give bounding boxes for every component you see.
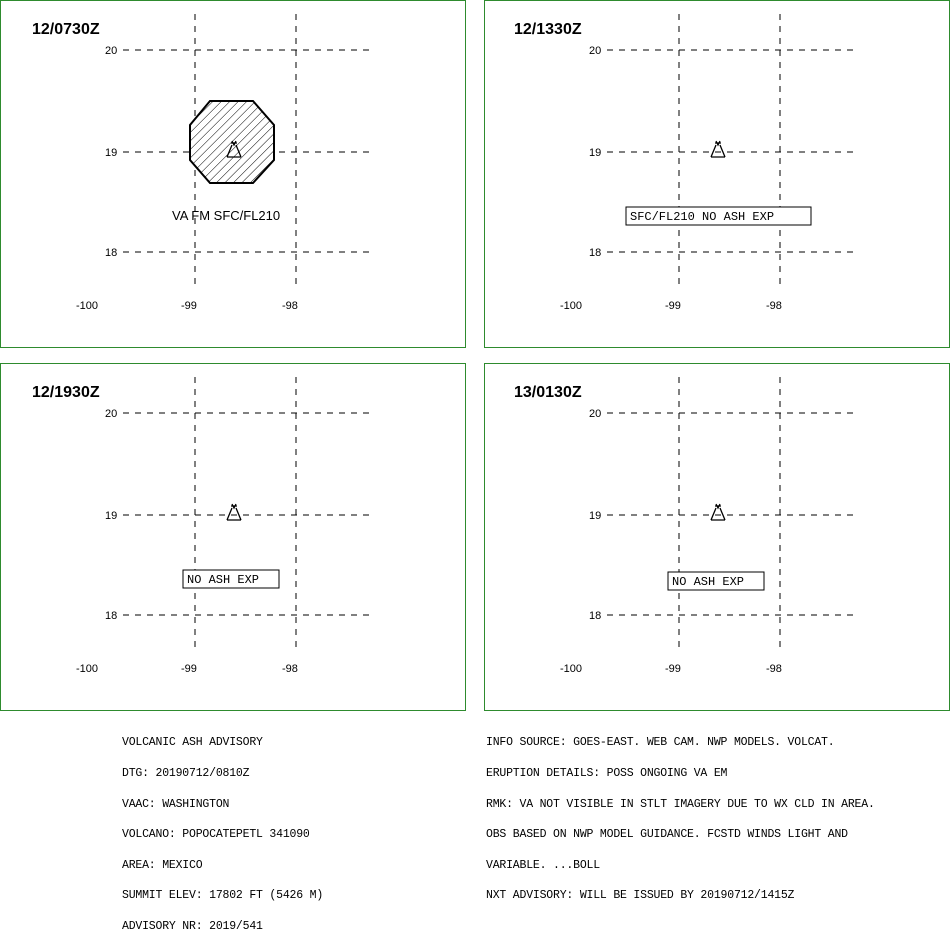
forecast-panel-1 [0, 0, 465, 348]
lat-label-19: 19 [105, 510, 118, 522]
advisory-line: NXT ADVISORY: WILL BE ISSUED BY 20190712/1415Z [486, 889, 795, 903]
advisory-line: SUMMIT ELEV: 17802 FT (5426 M) [122, 889, 324, 903]
advisory-line: OBS BASED ON NWP MODEL GUIDANCE. FCSTD WINDS LIGHT AND [486, 828, 848, 842]
lon-label-minus99: -99 [665, 300, 681, 312]
advisory-line: ERUPTION DETAILS: POSS ONGOING VA EM [486, 767, 728, 780]
advisory-line: INFO SOURCE: GOES-EAST. WEB CAM. NWP MODELS. VOLCAT. [486, 736, 835, 750]
volcano-symbol-icon [227, 504, 241, 520]
no-ash-label: SFC/FL210 NO ASH EXP [630, 210, 775, 224]
lon-label-minus98: -98 [282, 300, 298, 312]
advisory-details-block [486, 718, 875, 912]
map-panel-1 [0, 0, 466, 349]
lat-label-20: 20 [589, 408, 602, 420]
panel-time-label: 12/0730Z [32, 21, 100, 38]
panel-time-label: 12/1930Z [32, 384, 100, 401]
lat-label-19: 19 [589, 147, 602, 159]
lat-lon-grid [607, 14, 859, 290]
lat-lon-grid [607, 377, 859, 653]
lon-label-minus98: -98 [766, 663, 782, 675]
lat-label-19: 19 [589, 510, 602, 522]
forecast-panel-3 [0, 363, 465, 711]
lon-label-minus99: -99 [665, 663, 681, 675]
lat-label-18: 18 [589, 610, 602, 622]
lon-label-minus100: -100 [76, 663, 99, 675]
lon-label-minus99: -99 [181, 663, 197, 675]
volcano-symbol-icon [711, 141, 725, 157]
advisory-line: AREA: MEXICO [122, 858, 203, 872]
lat-label-19: 19 [105, 147, 118, 159]
lat-label-20: 20 [105, 45, 118, 57]
no-ash-label: NO ASH EXP [672, 575, 745, 589]
panel-time-label: 13/0130Z [514, 384, 582, 401]
forecast-panel-4 [484, 363, 949, 711]
advisory-line: VAAC: WASHINGTON [122, 797, 230, 811]
advisory-line: DTG: 20190712/0810Z [122, 767, 250, 780]
lon-label-minus100: -100 [560, 300, 583, 312]
panel-frame [485, 1, 950, 348]
advisory-line: VOLCANO: POPOCATEPETL 341090 [122, 828, 310, 842]
advisory-line: ADVISORY NR: 2019/541 [122, 919, 263, 933]
lon-label-minus100: -100 [76, 300, 99, 312]
panel-frame [485, 364, 950, 711]
lat-label-20: 20 [105, 408, 118, 420]
advisory-header-block [122, 718, 323, 942]
lat-label-20: 20 [589, 45, 602, 57]
map-panel-2 [484, 0, 950, 349]
lon-label-minus99: -99 [181, 300, 197, 312]
panel-time-label: 12/1330Z [514, 21, 582, 38]
lat-lon-grid [123, 377, 375, 653]
volcano-symbol-icon [711, 504, 725, 520]
ash-level-label: VA FM SFC/FL210 [172, 208, 281, 223]
lat-label-18: 18 [589, 247, 602, 259]
lon-label-minus98: -98 [282, 663, 298, 675]
panel-frame [1, 364, 466, 711]
lat-label-18: 18 [105, 610, 118, 622]
lon-label-minus100: -100 [560, 663, 583, 675]
lat-label-18: 18 [105, 247, 118, 259]
lon-label-minus98: -98 [766, 300, 782, 312]
advisory-line: VOLCANIC ASH ADVISORY [122, 736, 263, 750]
advisory-line: RMK: VA NOT VISIBLE IN STLT IMAGERY DUE TO WX CLD IN AREA. [486, 797, 875, 811]
map-panel-3 [0, 363, 466, 712]
map-panel-4 [484, 363, 950, 712]
no-ash-label: NO ASH EXP [187, 573, 260, 587]
advisory-line: VARIABLE. ...BOLL [486, 858, 600, 872]
forecast-panel-2 [484, 0, 949, 348]
